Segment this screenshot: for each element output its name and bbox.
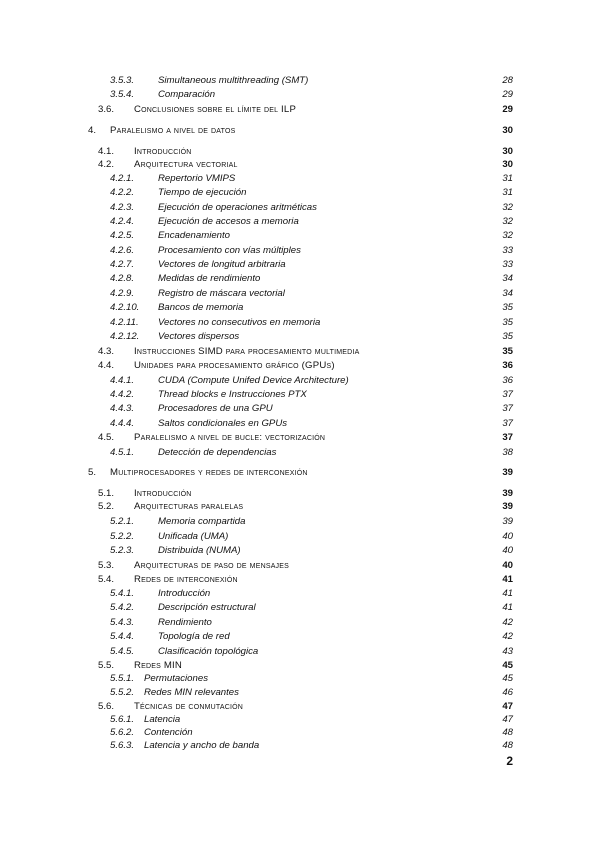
toc-entry[interactable] — [0, 630, 600, 643]
toc-entry-page: 39 — [502, 516, 513, 527]
toc-entry[interactable] — [0, 345, 600, 358]
toc-entry[interactable] — [0, 466, 600, 479]
toc-entry-title: Vectores dispersos — [158, 331, 240, 342]
toc-entry[interactable] — [0, 186, 600, 199]
toc-entry-number: 4.4.4. — [110, 418, 135, 429]
toc-entry[interactable] — [0, 330, 600, 343]
toc-entry[interactable] — [0, 431, 600, 444]
toc-entry-title: Contención — [144, 727, 193, 738]
toc-entry-title: Simultaneous multithreading (SMT) — [158, 75, 309, 86]
toc-entry-page: 33 — [502, 259, 513, 270]
toc-entry[interactable] — [0, 388, 600, 401]
toc-entry[interactable] — [0, 359, 600, 372]
toc-entry-title: Introducción — [158, 588, 211, 599]
toc-entry-number: 5.2.3. — [110, 545, 135, 556]
toc-entry-number: 4.2.8. — [110, 273, 135, 284]
toc-entry[interactable] — [0, 145, 600, 158]
toc-entry-number: 4.3. — [98, 346, 115, 357]
toc-entry-page: 37 — [502, 418, 513, 429]
toc-entry-number: 4.5. — [98, 432, 115, 443]
toc-entry-number: 4.4.2. — [110, 389, 135, 400]
toc-entry-page: 47 — [502, 714, 513, 725]
toc-entry[interactable] — [0, 726, 600, 739]
toc-entry-number: 5.1. — [98, 488, 115, 499]
toc-entry-title: Ejecución de operaciones aritméticas — [158, 202, 317, 213]
toc-entry-page: 46 — [502, 687, 513, 698]
toc-entry-number: 4.4.1. — [110, 375, 135, 386]
toc-entry-number: 4.2.4. — [110, 216, 135, 227]
toc-entry-title: Ejecución de accesos a memoria — [158, 216, 299, 227]
toc-entry[interactable] — [0, 700, 600, 713]
toc-entry[interactable] — [0, 287, 600, 300]
toc-entry-page: 35 — [502, 331, 513, 342]
toc-entry-page: 35 — [502, 317, 513, 328]
toc-entry-page: 28 — [502, 75, 513, 86]
toc-entry[interactable] — [0, 559, 600, 572]
toc-entry[interactable] — [0, 88, 600, 101]
toc-entry[interactable] — [0, 201, 600, 214]
toc-entry-title: Distribuida (NUMA) — [158, 545, 241, 556]
toc-entry-page: 41 — [502, 588, 513, 599]
toc-entry[interactable] — [0, 417, 600, 430]
toc-entry-title: Bancos de memoria — [158, 302, 244, 313]
toc-entry-page: 45 — [502, 673, 513, 684]
toc-entry[interactable] — [0, 645, 600, 658]
toc-entry-title: Tiempo de ejecución — [158, 187, 247, 198]
toc-entry-title: Latencia y ancho de banda — [144, 740, 260, 751]
toc-entry-number: 4.2.9. — [110, 288, 135, 299]
toc-entry-number: 5.2. — [98, 501, 115, 512]
toc-entry-number: 5.4.3. — [110, 617, 135, 628]
page-number: 2 — [506, 754, 513, 768]
toc-entry-number: 5.5.2. — [110, 687, 135, 698]
toc-entry-title: Técnicas de conmutación — [134, 701, 243, 712]
toc-entry-page: 35 — [502, 302, 513, 313]
toc-entry-page: 38 — [502, 447, 513, 458]
toc-entry-number: 4.4.3. — [110, 403, 135, 414]
toc-entry-page: 34 — [502, 288, 513, 299]
toc-entry-page: 37 — [502, 403, 513, 414]
toc-entry-title: Redes MIN relevantes — [144, 687, 239, 698]
toc-entry-title: Comparación — [158, 89, 216, 100]
toc-entry[interactable] — [0, 103, 600, 116]
toc-entry-number: 3.6. — [98, 104, 115, 115]
toc-entry-title: Rendimiento — [158, 617, 212, 628]
toc-entry-page: 32 — [502, 230, 513, 241]
toc-entry-number: 5.2.2. — [110, 531, 135, 542]
toc-entry-title: Encadenamiento — [158, 230, 231, 241]
toc-entry-title: Unidades para procesamiento gráfico (GPUs) — [134, 360, 335, 371]
toc-entry-number: 4.5.1. — [110, 447, 135, 458]
toc-entry[interactable] — [0, 487, 600, 500]
toc-entry-page: 33 — [502, 245, 513, 256]
toc-entry-number: 4.1. — [98, 146, 115, 157]
toc-entry-page: 48 — [502, 727, 513, 738]
toc-entry-number: 4.2.12. — [110, 331, 140, 342]
toc-entry-title: Introducción — [134, 488, 192, 499]
toc-entry[interactable] — [0, 672, 600, 685]
toc-entry-page: 30 — [502, 125, 513, 136]
toc-entry-page: 39 — [502, 488, 513, 499]
toc-entry[interactable] — [0, 659, 600, 672]
toc-entry-page: 36 — [502, 375, 513, 386]
toc-entry-page: 30 — [502, 146, 513, 157]
toc-entry[interactable] — [0, 172, 600, 185]
toc-entry[interactable] — [0, 124, 600, 137]
toc-entry[interactable] — [0, 215, 600, 228]
toc-entry-title: Clasificación topológica — [158, 646, 259, 657]
toc-entry-page: 35 — [502, 346, 513, 357]
toc-entry[interactable] — [0, 515, 600, 528]
toc-entry-page: 31 — [502, 187, 513, 198]
toc-entry[interactable] — [0, 739, 600, 752]
toc-entry-page: 40 — [502, 531, 513, 542]
toc-entry[interactable] — [0, 244, 600, 257]
toc-entry[interactable] — [0, 74, 600, 87]
toc-entry-page: 29 — [502, 104, 513, 115]
toc-entry[interactable] — [0, 316, 600, 329]
toc-entry-number: 4.2.3. — [110, 202, 135, 213]
toc-entry-number: 4.2.7. — [110, 259, 135, 270]
toc-entry-page: 47 — [502, 701, 513, 712]
toc-entry-number: 5.6. — [98, 701, 115, 712]
toc-entry[interactable] — [0, 686, 600, 699]
toc-entry-title: CUDA (Compute Unifed Device Architecture) — [158, 375, 349, 386]
toc-entry-title: Vectores de longitud arbitraria — [158, 259, 286, 270]
toc-entry-number: 5.6.2. — [110, 727, 135, 738]
toc-entry-number: 5.4.2. — [110, 602, 135, 613]
toc-entry-title: Redes MIN — [134, 660, 183, 671]
toc-entry-number: 5.5. — [98, 660, 115, 671]
toc-entry-number: 5.6.1. — [110, 714, 135, 725]
toc-entry-number: 4.2. — [98, 159, 115, 170]
toc-entry-number: 5.4.4. — [110, 631, 135, 642]
toc-entry-number: 5.3. — [98, 560, 115, 571]
toc-entry-title: Procesamiento con vías múltiples — [158, 245, 301, 256]
toc-entry-title: Arquitectura vectorial — [134, 159, 238, 170]
toc-entry-number: 5. — [88, 467, 97, 478]
toc-entry-title: Conclusiones sobre el límite del ILP — [134, 104, 297, 115]
toc-entry[interactable] — [0, 587, 600, 600]
toc-entry-page: 29 — [502, 89, 513, 100]
toc-entry-title: Latencia — [144, 714, 181, 725]
toc-entry-title: Vectores no consecutivos en memoria — [158, 317, 321, 328]
toc-entry[interactable] — [0, 713, 600, 726]
toc-entry-title: Registro de máscara vectorial — [158, 288, 285, 299]
toc-entry[interactable] — [0, 402, 600, 415]
toc-entry-page: 41 — [502, 574, 513, 585]
toc-entry[interactable] — [0, 272, 600, 285]
toc-entry-title: Procesadores de una GPU — [158, 403, 273, 414]
toc-entry-title: Arquitecturas paralelas — [134, 501, 244, 512]
toc-entry-number: 5.4. — [98, 574, 115, 585]
toc-entry[interactable] — [0, 544, 600, 557]
toc-entry[interactable] — [0, 601, 600, 614]
toc-entry-page: 34 — [502, 273, 513, 284]
toc-entry-number: 4.2.10. — [110, 302, 140, 313]
toc-entry[interactable] — [0, 374, 600, 387]
toc-entry-number: 4.4. — [98, 360, 115, 371]
toc-entry-title: Instrucciones SIMD para procesamiento multimedia — [134, 346, 360, 357]
toc-entry-number: 4.2.1. — [110, 173, 135, 184]
toc-entry-page: 42 — [502, 617, 513, 628]
toc-entry-title: Descripción estructural — [158, 602, 256, 613]
toc-entry-page: 37 — [502, 389, 513, 400]
toc-entry-title: Detección de dependencias — [158, 447, 277, 458]
toc-entry[interactable] — [0, 158, 600, 171]
toc-entry-title: Topología de red — [158, 631, 230, 642]
toc-entry-title: Saltos condicionales en GPUs — [158, 418, 288, 429]
toc-entry[interactable] — [0, 616, 600, 629]
toc-entry-number: 3.5.4. — [110, 89, 135, 100]
toc-entry-number: 4.2.5. — [110, 230, 135, 241]
toc-entry-page: 39 — [502, 501, 513, 512]
toc-entry-page: 39 — [502, 467, 513, 478]
toc-entry-title: Paralelismo a nivel de datos — [110, 125, 236, 136]
toc-entry-page: 40 — [502, 560, 513, 571]
toc-entry-title: Redes de interconexión — [134, 574, 238, 585]
toc-entry-page: 43 — [502, 646, 513, 657]
toc-entry-page: 45 — [502, 660, 513, 671]
toc-entry-page: 37 — [502, 432, 513, 443]
toc-entry-page: 40 — [502, 545, 513, 556]
toc-entry-number: 4. — [88, 125, 97, 136]
toc-entry-page: 31 — [502, 173, 513, 184]
toc-entry[interactable] — [0, 446, 600, 459]
toc-entry[interactable] — [0, 301, 600, 314]
toc-entry[interactable] — [0, 500, 600, 513]
toc-entry-title: Medidas de rendimiento — [158, 273, 261, 284]
toc-entry[interactable] — [0, 573, 600, 586]
toc-entry-title: Thread blocks e Instrucciones PTX — [158, 389, 307, 400]
toc-entry-page: 32 — [502, 216, 513, 227]
toc-entry-number: 4.2.11. — [110, 317, 139, 328]
toc-entry[interactable] — [0, 530, 600, 543]
toc-entry-title: Introducción — [134, 146, 192, 157]
toc-entry-number: 4.2.6. — [110, 245, 135, 256]
toc-entry-page: 48 — [502, 740, 513, 751]
toc-entry[interactable] — [0, 258, 600, 271]
toc-entry-title: Arquitecturas de paso de mensajes — [134, 560, 289, 571]
toc-entry-page: 30 — [502, 159, 513, 170]
toc-entry-number: 3.5.3. — [110, 75, 135, 86]
toc-entry-number: 4.2.2. — [110, 187, 135, 198]
toc-entry-title: Multiprocesadores y redes de interconexión — [110, 467, 308, 478]
toc-entry-title: Repertorio VMIPS — [158, 173, 236, 184]
toc-entry-title: Unificada (UMA) — [158, 531, 229, 542]
toc-entry-title: Memoria compartida — [158, 516, 246, 527]
toc-entry[interactable] — [0, 229, 600, 242]
toc-entry-number: 5.5.1. — [110, 673, 135, 684]
toc-entry-number: 5.2.1. — [110, 516, 135, 527]
toc-entry-page: 42 — [502, 631, 513, 642]
toc-entry-title: Permutaciones — [144, 673, 208, 684]
toc-entry-number: 5.4.5. — [110, 646, 135, 657]
toc-entry-title: Paralelismo a nivel de bucle: vectorización — [134, 432, 326, 443]
toc-entry-number: 5.4.1. — [110, 588, 135, 599]
toc-entry-page: 41 — [502, 602, 513, 613]
toc-entry-number: 5.6.3. — [110, 740, 135, 751]
toc-entry-page: 32 — [502, 202, 513, 213]
toc-entry-page: 36 — [502, 360, 513, 371]
